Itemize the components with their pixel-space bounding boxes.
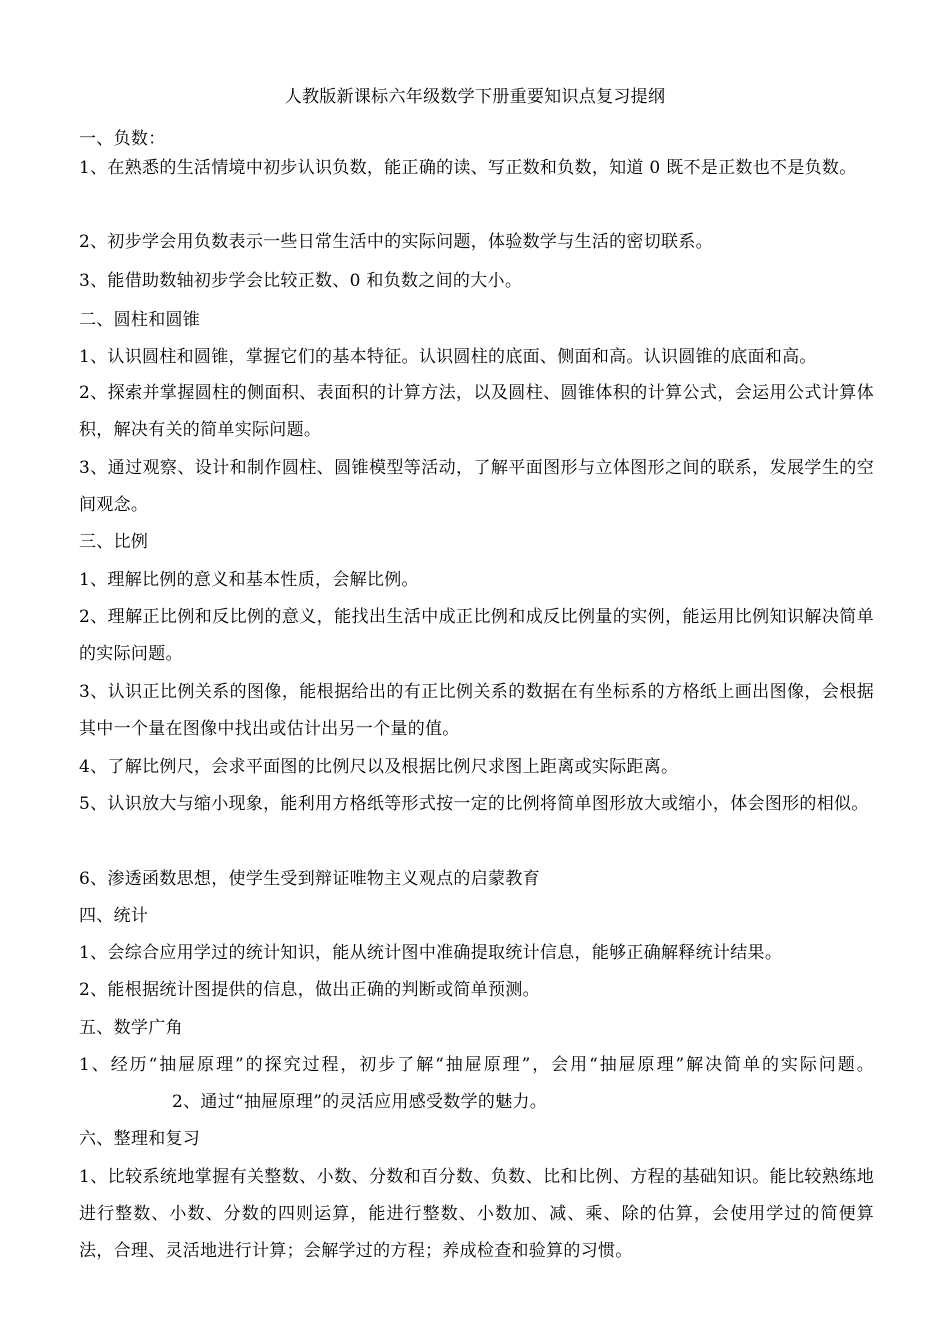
section-heading-proportion: 三、比例 xyxy=(79,532,149,552)
paragraph: 1、认识圆柱和圆锥，掌握它们的基本特征。认识圆柱的底面、侧面和高。认识圆锥的底面和高。 xyxy=(79,347,817,367)
paragraph: 1、在熟悉的生活情境中初步认识负数，能正确的读、写正数和负数，知道 0 既不是正数也不是负数。 xyxy=(79,158,857,178)
section-heading-statistics: 四、统计 xyxy=(79,906,149,926)
section-heading-review: 六、整理和复习 xyxy=(79,1129,201,1149)
section-heading-math-wide-angle: 五、数学广角 xyxy=(79,1018,183,1038)
document-title: 人教版新课标六年级数学下册重要知识点复习提纲 xyxy=(284,87,666,107)
paragraph: 3、认识正比例关系的图像，能根据给出的有正比例关系的数据在有坐标系的方格纸上画出图像，会根据其中一个量在图像中找出或估计出另一个量的值。 xyxy=(79,682,874,739)
section-heading-negative-numbers: 一、负数： xyxy=(79,129,166,149)
paragraph: 1、会综合应用学过的统计知识，能从统计图中准确提取统计信息，能够正确解释统计结果。 xyxy=(79,943,783,963)
paragraph xyxy=(79,1047,874,1121)
section-heading-cylinder-cone: 二、圆柱和圆锥 xyxy=(79,310,201,330)
paragraph: 1、比较系统地掌握有关整数、小数、分数和百分数、负数、比和比例、方程的基础知识。能比较熟练地进行整数、小数、分数的四则运算，能进行整数、小数加、减、乘、除的估算，会使用学过的简便算法，合理、灵活地进行计算；会解学过的方程；养成检查和验算的习惯。 xyxy=(79,1167,874,1261)
paragraph: 5、认识放大与缩小现象，能利用方格纸等形式按一定的比例将简单图形放大或缩小，体会图形的相似。 xyxy=(79,794,869,814)
paragraph: 3、能借助数轴初步学会比较正数、0 和负数之间的大小。 xyxy=(79,271,523,291)
paragraph: 2、理解正比例和反比例的意义，能找出生活中成正比例和成反比例量的实例，能运用比例知识解决简单的实际问题。 xyxy=(79,607,874,664)
paragraph: 6、渗透函数思想，使学生受到辩证唯物主义观点的启蒙教育 xyxy=(79,869,540,889)
paragraph: 2、探索并掌握圆柱的侧面积、表面积的计算方法，以及圆柱、圆锥体积的计算公式，会运用公式计算体积，解决有关的简单实际问题。 xyxy=(79,383,874,440)
paragraph: 4、了解比例尺，会求平面图的比例尺以及根据比例尺求图上距离或实际距离。 xyxy=(79,757,679,777)
paragraph-part: 1、经历“抽屉原理”的探究过程，初步了解“抽屉原理”，会用“抽屉原理”解决简单的实际问题。 xyxy=(79,1055,874,1075)
paragraph-part: 2、通过“抽屉原理”的灵活应用感受数学的魅力。 xyxy=(172,1092,548,1112)
paragraph: 3、通过观察、设计和制作圆柱、圆锥模型等活动，了解平面图形与立体图形之间的联系，发展学生的空间观念。 xyxy=(79,458,874,515)
paragraph: 2、能根据统计图提供的信息，做出正确的判断或简单预测。 xyxy=(79,980,540,1000)
paragraph: 2、初步学会用负数表示一些日常生活中的实际问题，体验数学与生活的密切联系。 xyxy=(79,232,713,252)
paragraph: 1、理解比例的意义和基本性质，会解比例。 xyxy=(79,570,419,590)
